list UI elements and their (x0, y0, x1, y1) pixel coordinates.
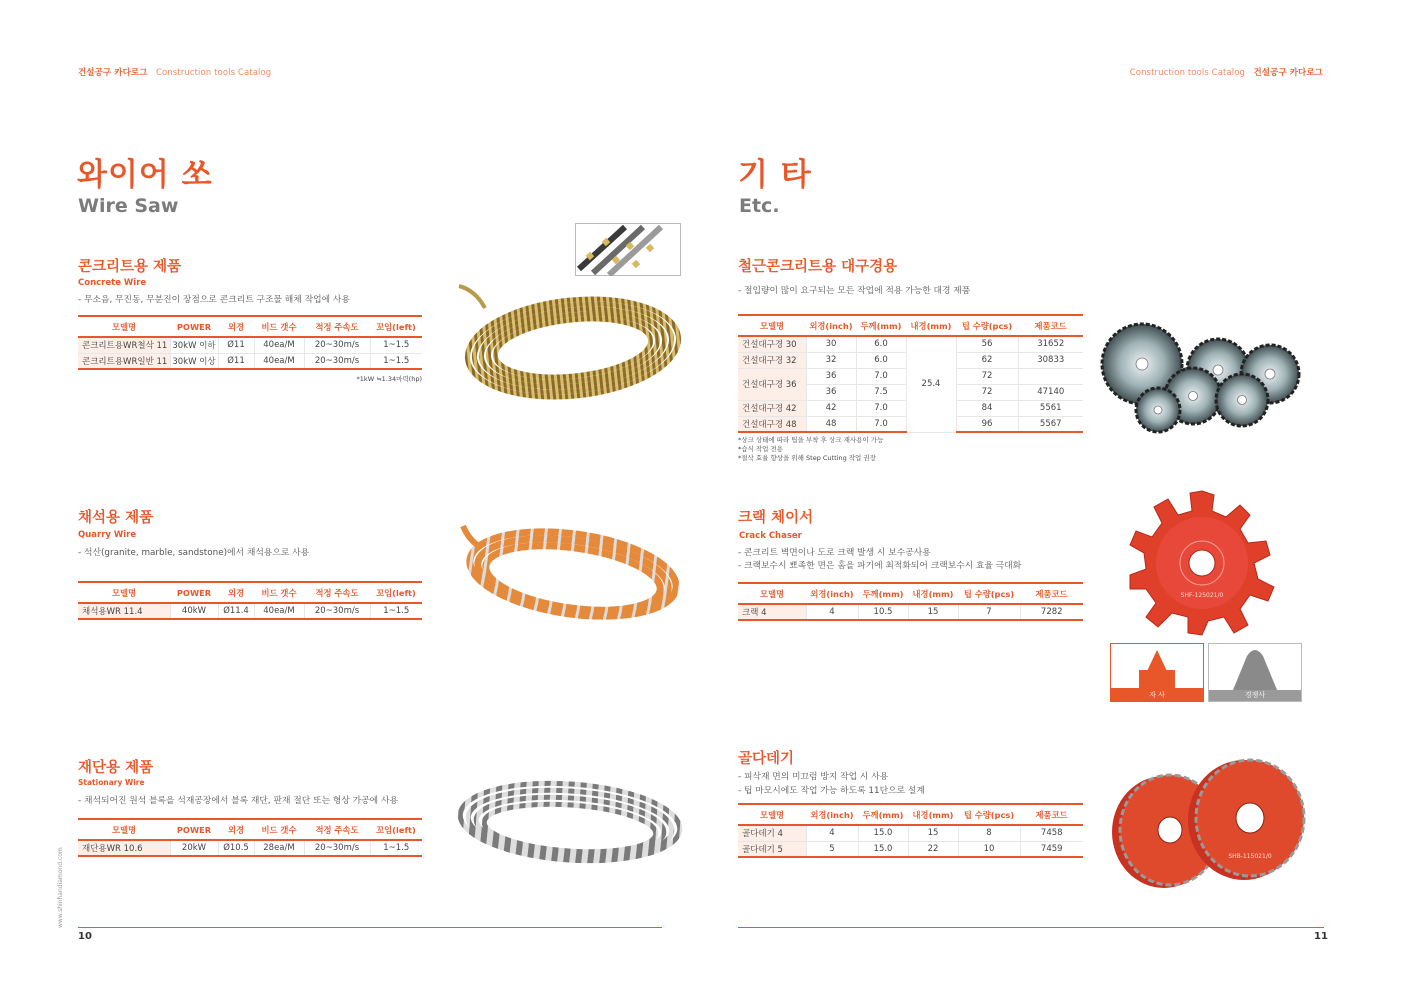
speed-cell: 20~30m/s (304, 603, 370, 619)
section-title-concrete: 콘크리트용 제품 (78, 259, 182, 275)
column-header: 제품코드 (1020, 583, 1083, 604)
column-header: 비드 갯수 (254, 316, 304, 337)
rounded-profile-icon (1209, 644, 1301, 690)
page-title-en: Wire Saw (78, 195, 179, 217)
column-header: 외경 (218, 582, 254, 603)
column-header: 외경 (218, 316, 254, 337)
spec-table-quarry (78, 581, 422, 620)
page-title-ko: 와이어 쏘 (77, 157, 213, 193)
outer-diameter-cell: 4 (806, 825, 858, 841)
column-header: 모델명 (78, 819, 170, 840)
column-header: 외경(inch) (806, 804, 858, 825)
outer-diameter-cell: 32 (806, 352, 856, 368)
outer-diameter-cell: 36 (806, 384, 856, 400)
table-row (78, 337, 422, 353)
blade-print-text: SHB-115021/0 (1228, 853, 1272, 860)
concrete-wire-inset-image (575, 223, 681, 276)
column-header: 모델명 (78, 582, 170, 603)
own-profile-box (1110, 643, 1204, 702)
section-title-quarry: 채석용 제품 (78, 510, 154, 526)
outer-diameter-cell: 30 (806, 336, 856, 352)
model-name: 채석용WR 11.4 (78, 603, 170, 619)
section-subtitle-stationary: Stationary Wire (78, 778, 145, 787)
footer-rule (78, 927, 662, 928)
product-code-cell: 47140 (1018, 384, 1083, 400)
tip-count-cell: 10 (958, 841, 1020, 857)
section-title-stationary: 재단용 제품 (78, 760, 154, 776)
thickness-cell: 15.0 (858, 825, 908, 841)
spec-table-stationary (78, 818, 422, 857)
table-row (738, 841, 1083, 857)
column-header: 내경(mm) (908, 804, 958, 825)
column-header: 비드 갯수 (254, 819, 304, 840)
tip-count-cell: 62 (956, 352, 1018, 368)
column-header: 내경(mm) (908, 583, 958, 604)
header-catalog-ko: 건설공구 카다로그 (78, 68, 148, 78)
tip-count-cell: 7 (958, 604, 1020, 620)
table-row (78, 353, 422, 369)
large-diameter-blades-image (1100, 318, 1302, 436)
bead-count-cell: 40ea/M (254, 603, 304, 619)
usage-note: *습식 작업 전용 (738, 445, 784, 453)
section-desc-crack-chaser-2: - 크랙보수시 뾰족한 면은 홈을 파기에 최적화되어 크랙보수시 효율 극대화 (738, 561, 1022, 571)
outer-diameter-cell: 48 (806, 416, 856, 432)
column-header: 비드 갯수 (254, 582, 304, 603)
header-catalog-en: Construction tools Catalog (155, 68, 272, 78)
page-number: 10 (78, 931, 92, 942)
spec-table-concrete (78, 315, 422, 370)
speed-cell: 20~30m/s (304, 353, 370, 369)
column-header: 적정 주속도 (304, 582, 370, 603)
column-header: 두께(mm) (858, 804, 908, 825)
column-header: 외경 (218, 819, 254, 840)
column-header: 모델명 (738, 583, 806, 604)
model-name: 건설대구경 36 (738, 368, 806, 400)
header-catalog-ko: 건설공구 카다로그 (1253, 68, 1323, 78)
bead-count-cell: 40ea/M (254, 337, 304, 353)
usage-note: *상크 상태에 따라 팁을 부착 후 상크 재사용이 가능 (738, 436, 884, 444)
competitor-profile-box (1208, 643, 1302, 702)
diameter-cell: Ø11 (218, 353, 254, 369)
tip-count-cell: 84 (956, 400, 1018, 416)
section-desc-concrete: - 무소음, 무진동, 무분진이 장점으로 콘크리트 구조물 해체 작업에 사용 (78, 295, 350, 305)
header-left (78, 66, 271, 78)
section-desc-crack-chaser-1: - 콘크리트 벽면이나 도로 크랙 발생 시 보수공사용 (738, 548, 931, 558)
product-code-cell: 30833 (1018, 352, 1083, 368)
column-header: 모델명 (78, 316, 170, 337)
table-row (738, 336, 1083, 352)
table-row (78, 603, 422, 619)
column-header: 제품코드 (1020, 804, 1083, 825)
power-note: *1kW ≒1.34마력(hp) (356, 375, 422, 383)
outer-diameter-cell: 4 (806, 604, 858, 620)
column-header: 두께(mm) (856, 315, 906, 336)
header-catalog-en: Construction tools Catalog (1129, 68, 1246, 78)
section-subtitle-quarry: Quarry Wire (78, 530, 137, 540)
diameter-cell: Ø10.5 (218, 840, 254, 856)
power-cell: 20kW (170, 840, 218, 856)
column-header: 꼬임(left) (370, 316, 422, 337)
twist-cell: 1~1.5 (370, 353, 422, 369)
model-name: 재단용WR 10.6 (78, 840, 170, 856)
thickness-cell: 7.0 (856, 416, 906, 432)
model-name: 건설대구경 32 (738, 352, 806, 368)
column-header: 내경(mm) (906, 315, 956, 336)
product-code-cell: 7282 (1020, 604, 1083, 620)
website-url: www.shinhandiamond.com (57, 847, 64, 928)
tip-count-cell: 56 (956, 336, 1018, 352)
own-profile-label: 자 사 (1111, 690, 1203, 701)
section-desc-quarry: - 석산(granite, marble, sandstone)에서 채석용으로 사용 (78, 548, 310, 558)
bore-cell: 22 (908, 841, 958, 857)
diameter-cell: Ø11 (218, 337, 254, 353)
speed-cell: 20~30m/s (304, 337, 370, 353)
model-name: 건설대구경 42 (738, 400, 806, 416)
model-name: 크랙 4 (738, 604, 806, 620)
tip-count-cell: 8 (958, 825, 1020, 841)
section-title-tuck-point: 골다데기 (738, 751, 795, 767)
outer-diameter-cell: 36 (806, 368, 856, 384)
column-header: 모델명 (738, 315, 806, 336)
page-number: 11 (1314, 931, 1328, 942)
product-code-cell: 5567 (1018, 416, 1083, 432)
page-title-en: Etc. (739, 195, 780, 217)
twist-cell: 1~1.5 (370, 840, 422, 856)
product-code-cell: 7459 (1020, 841, 1083, 857)
quarry-wire-image (455, 520, 687, 622)
bead-count-cell: 28ea/M (254, 840, 304, 856)
column-header: 제품코드 (1018, 315, 1083, 336)
outer-diameter-cell: 42 (806, 400, 856, 416)
spec-table-large-diameter (738, 314, 1083, 433)
thickness-cell: 6.0 (856, 336, 906, 352)
stationary-wire-image (452, 768, 686, 868)
bore-cell: 15 (908, 604, 958, 620)
thickness-cell: 6.0 (856, 352, 906, 368)
product-code-cell: 31652 (1018, 336, 1083, 352)
tip-count-cell: 96 (956, 416, 1018, 432)
section-subtitle-concrete: Concrete Wire (78, 278, 147, 288)
model-name: 건설대구경 30 (738, 336, 806, 352)
section-desc-tuck-point-2: - 팁 마모시에도 작업 가능 하도록 11단으로 설계 (738, 786, 925, 796)
column-header: 외경(inch) (806, 583, 858, 604)
tip-count-cell: 72 (956, 384, 1018, 400)
model-name: 콘크리트용WR일반 11 (78, 353, 170, 369)
model-name: 콘크리트용WR철삭 11 (78, 337, 170, 353)
table-row (738, 604, 1083, 620)
product-code-cell: 5561 (1018, 400, 1083, 416)
usage-note: *절삭 효율 향상을 위해 Step Cutting 작업 권장 (738, 454, 876, 462)
section-desc-large-diameter: - 절입량이 많이 요구되는 모든 작업에 적용 가능한 대경 제품 (738, 286, 971, 296)
spec-table-tuck-point (738, 803, 1083, 858)
concrete-wire-image (455, 278, 687, 406)
column-header: 적정 주속도 (304, 819, 370, 840)
tuck-point-blades-image (1108, 758, 1306, 894)
diameter-cell: Ø11.4 (218, 603, 254, 619)
competitor-profile-label: 경쟁사 (1209, 690, 1301, 701)
section-title-crack-chaser: 크랙 체이서 (738, 510, 814, 526)
pointed-profile-icon (1111, 644, 1203, 690)
spec-table-crack-chaser (738, 582, 1083, 621)
model-name: 골다데기 5 (738, 841, 806, 857)
column-header: 모델명 (738, 804, 806, 825)
column-header: POWER (170, 316, 218, 337)
model-name: 골다데기 4 (738, 825, 806, 841)
section-desc-stationary: - 채석되어진 원석 블록을 석재공장에서 블록 재단, 판재 절단 또는 형상 가공에 사용 (78, 796, 398, 806)
model-name: 건설대구경 48 (738, 416, 806, 432)
bore-cell: 15 (908, 825, 958, 841)
column-header: 적정 주속도 (304, 316, 370, 337)
power-cell: 30kW 이하 (170, 337, 218, 353)
section-desc-tuck-point-1: - 피삭재 면의 미끄럼 방지 작업 시 사용 (738, 772, 889, 782)
footer-rule (738, 927, 1324, 928)
column-header: 팁 수량(pcs) (958, 804, 1020, 825)
thickness-cell: 10.5 (858, 604, 908, 620)
power-cell: 30kW 이상 (170, 353, 218, 369)
table-row (78, 840, 422, 856)
section-subtitle-crack-chaser: Crack Chaser (739, 531, 802, 541)
power-cell: 40kW (170, 603, 218, 619)
column-header: 팁 수량(pcs) (956, 315, 1018, 336)
bead-count-cell: 40ea/M (254, 353, 304, 369)
product-code-cell (1018, 368, 1083, 384)
column-header: 두께(mm) (858, 583, 908, 604)
column-header: 꼬임(left) (370, 819, 422, 840)
thickness-cell: 7.0 (856, 400, 906, 416)
outer-diameter-cell: 5 (806, 841, 858, 857)
crack-chaser-blade-image (1128, 489, 1276, 637)
product-code-cell: 7458 (1020, 825, 1083, 841)
speed-cell: 20~30m/s (304, 840, 370, 856)
table-row (738, 825, 1083, 841)
thickness-cell: 7.5 (856, 384, 906, 400)
column-header: 꼬임(left) (370, 582, 422, 603)
thickness-cell: 7.0 (856, 368, 906, 384)
twist-cell: 1~1.5 (370, 337, 422, 353)
tip-count-cell: 72 (956, 368, 1018, 384)
twist-cell: 1~1.5 (370, 603, 422, 619)
thickness-cell: 15.0 (858, 841, 908, 857)
header-right (1130, 66, 1323, 78)
section-title-large-diameter: 철근콘크리트용 대구경용 (738, 259, 898, 275)
blade-print-text: SHF-125021/0 (1180, 592, 1224, 599)
column-header: POWER (170, 582, 218, 603)
bore-cell: 25.4 (906, 336, 956, 432)
column-header: 외경(inch) (806, 315, 856, 336)
page-title-ko: 기 타 (738, 157, 812, 193)
column-header: 팁 수량(pcs) (958, 583, 1020, 604)
column-header: POWER (170, 819, 218, 840)
